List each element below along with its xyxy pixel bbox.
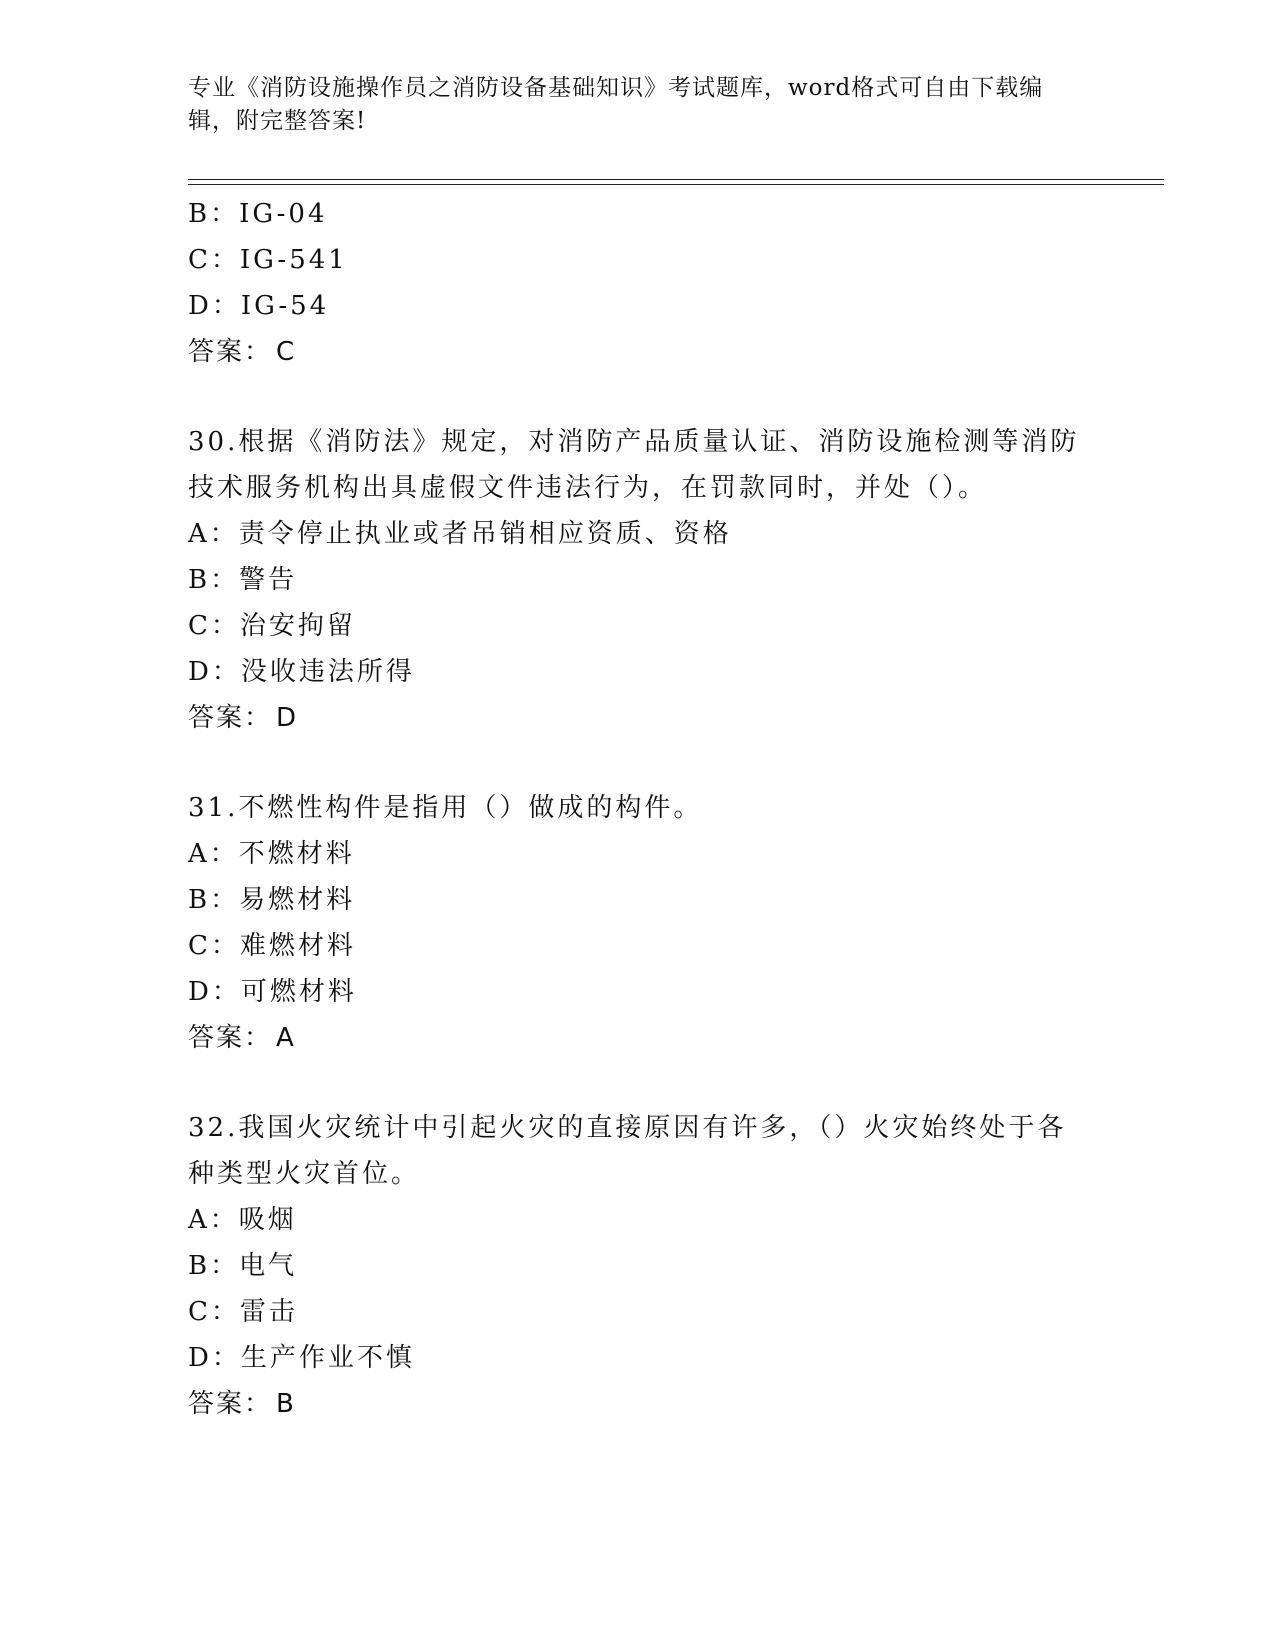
document-body (188, 191, 1088, 1427)
header-rule-bottom (188, 184, 1164, 185)
option-c: C：治安拘留 (188, 611, 356, 641)
question-30 (188, 419, 1088, 741)
option-b: B：电气 (188, 1251, 298, 1281)
question-stem-line-2: 种类型火灾首位。 (188, 1159, 421, 1189)
document-header (188, 72, 1088, 138)
option-c: C：IG-541 (188, 245, 348, 275)
question-stem-line-1: 31.不燃性构件是指用（）做成的构件。 (188, 793, 703, 823)
question-32 (188, 1105, 1088, 1427)
option-c: C：雷击 (188, 1297, 298, 1327)
question-31 (188, 785, 1088, 1061)
option-d: D：没收违法所得 (188, 657, 415, 687)
answer-value: C (276, 337, 297, 367)
option-a: A：不燃材料 (188, 839, 355, 869)
answer-value: B (276, 1389, 296, 1419)
answer-line (188, 1015, 1088, 1061)
answer-label: 答案： (188, 1389, 273, 1419)
continued-question (188, 191, 1088, 375)
option-b: B：警告 (188, 565, 298, 595)
option-d: D：生产作业不慎 (188, 1343, 415, 1373)
option-b: B：易燃材料 (188, 885, 356, 915)
answer-line (188, 1381, 1088, 1427)
header-line-2: 辑，附完整答案! (188, 108, 367, 134)
answer-label: 答案： (188, 1023, 273, 1053)
option-c: C：难燃材料 (188, 931, 356, 961)
answer-label: 答案： (188, 337, 273, 367)
question-stem-line-1: 30.根据《消防法》规定，对消防产品质量认证、消防设施检测等消防 (188, 427, 1080, 457)
option-d: D：可燃材料 (188, 977, 357, 1007)
option-d: D：IG-54 (188, 291, 330, 321)
option-a: A：吸烟 (188, 1205, 297, 1235)
option-b: B：IG-04 (188, 199, 328, 229)
option-a: A：责令停止执业或者吊销相应资质、资格 (188, 519, 732, 549)
answer-label: 答案： (188, 703, 273, 733)
answer-value: A (276, 1023, 296, 1053)
header-rule-top (188, 179, 1164, 180)
answer-line (188, 695, 1088, 741)
answer-line (188, 329, 1088, 375)
header-line-1: 专业《消防设施操作员之消防设备基础知识》考试题库，word格式可自由下载编 (188, 75, 1044, 101)
answer-value: D (276, 703, 299, 733)
question-stem-line-2: 技术服务机构出具虚假文件违法行为，在罚款同时，并处（）。 (188, 473, 988, 503)
question-stem-line-1: 32.我国火灾统计中引起火灾的直接原因有许多，（）火灾始终处于各 (188, 1113, 1067, 1143)
